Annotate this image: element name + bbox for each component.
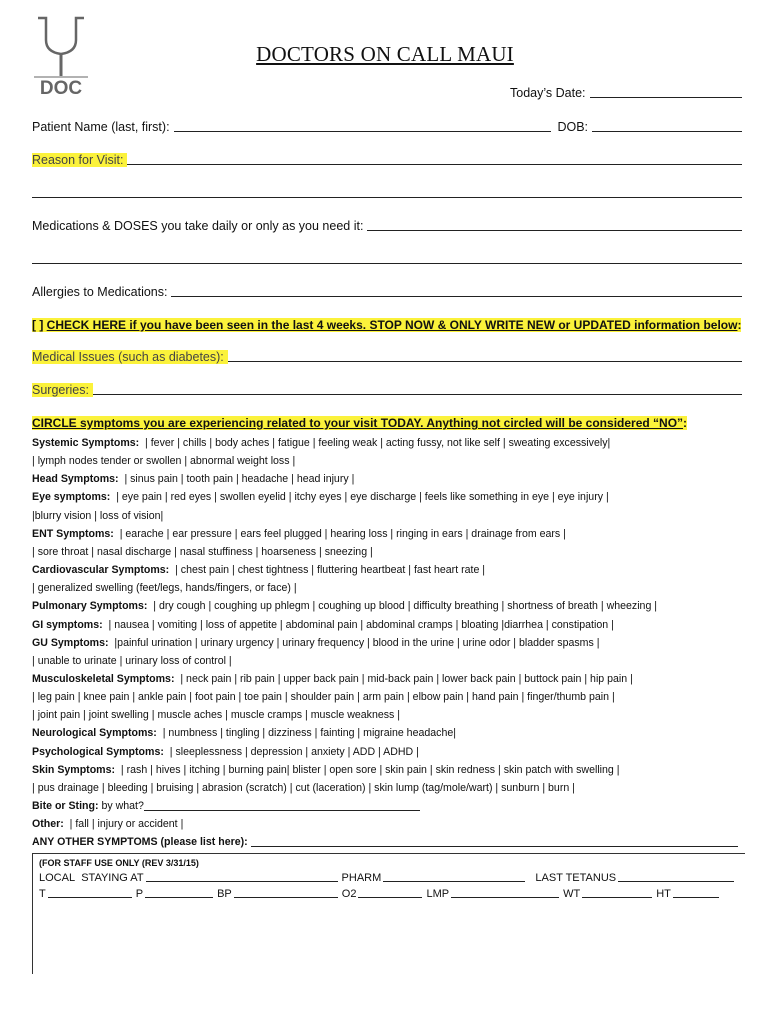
symptom-row	[32, 563, 485, 577]
symptom-options[interactable]: | numbness | tingling | dizziness | fainting | migraine headache|	[162, 727, 456, 740]
staff-header: (FOR STAFF USE ONLY (REV 3/31/15)	[39, 858, 199, 868]
todays-date-field[interactable]	[590, 86, 742, 98]
symptom-category-label: ENT Symptoms:	[32, 527, 114, 540]
symptom-category-label: Systemic Symptoms:	[32, 437, 140, 449]
any-other-label: ANY OTHER SYMPTOMS (please list here):	[32, 836, 248, 848]
lmp-field[interactable]	[451, 887, 559, 898]
reason-row	[32, 153, 742, 167]
symptom-category-label: Eye symptoms:	[32, 491, 111, 504]
staff-row-2	[39, 887, 723, 900]
ht-field[interactable]	[673, 887, 719, 898]
symptom-row	[32, 763, 620, 777]
dob-field[interactable]	[592, 120, 742, 132]
any-other-row	[32, 835, 738, 849]
medications-field[interactable]	[367, 219, 742, 231]
allergies-row	[32, 285, 742, 299]
medical-issues-label: Medical Issues (such as diabetes):	[32, 350, 228, 364]
symptom-row	[32, 581, 297, 595]
medications-field-2[interactable]	[32, 252, 742, 264]
bite-label: Bite or Sting:	[32, 800, 99, 812]
symptom-options[interactable]: | pus drainage | bleeding | bruising | abrasion (scratch) | cut (laceration) | skin lump (tag/mole/wart) | sunburn | burn |	[32, 781, 575, 794]
symptom-options[interactable]: | joint pain | joint swelling | muscle aches | muscle cramps | muscle weakness |	[32, 709, 401, 722]
symptom-options[interactable]: | chest pain | chest tightness | fluttering heartbeat | fast heart rate |	[175, 564, 486, 577]
local-label: LOCAL	[39, 872, 76, 884]
symptom-row	[32, 545, 373, 559]
medical-issues-field[interactable]	[228, 350, 742, 362]
other-text: | fall | injury or accident |	[69, 818, 184, 830]
symptom-row	[32, 454, 295, 468]
page-title: DOCTORS ON CALL MAUI	[256, 42, 514, 66]
symptom-row	[32, 509, 163, 523]
symptom-options[interactable]: | eye pain | red eyes | swollen eyelid | itchy eyes | eye discharge | feels like something in eye | eye injury |	[116, 491, 609, 504]
check-text: CHECK HERE if you have been seen in the last 4 weeks. STOP NOW & ONLY WRITE NEW or UPDATED information below	[46, 318, 738, 332]
symptom-row	[32, 472, 354, 486]
symptom-options[interactable]: | lymph nodes tender or swollen | abnormal weight loss |	[32, 455, 296, 468]
t-label: T	[39, 888, 46, 900]
o2-label: O2	[341, 888, 357, 900]
symptom-options[interactable]: | sleeplessness | depression | anxiety | ADD | ADHD |	[169, 745, 419, 758]
symptom-options[interactable]: | generalized swelling (feet/legs, hands/fingers, or face) |	[32, 582, 297, 595]
symptom-options[interactable]: | unable to urinate | urinary loss of control |	[32, 654, 232, 667]
patient-name-label: Patient Name (last, first):	[32, 120, 170, 134]
circle-colon: :	[683, 416, 688, 430]
last-tetanus-field[interactable]	[618, 871, 734, 882]
bite-row	[32, 799, 420, 813]
bp-field[interactable]	[234, 887, 338, 898]
staff-use-box	[32, 853, 745, 974]
last-tetanus-label: LAST TETANUS	[535, 872, 617, 884]
symptom-options[interactable]: | fever | chills | body aches | fatigue | feeling weak | acting fussy, not like self | sweating excessively|	[145, 437, 611, 449]
symptom-category-label: Skin Symptoms:	[32, 763, 116, 776]
surgeries-label: Surgeries:	[32, 383, 93, 397]
p-label: P	[135, 888, 144, 900]
surgeries-row	[32, 383, 742, 397]
any-other-field[interactable]	[251, 836, 738, 847]
symptom-category-label: Musculoskeletal Symptoms:	[32, 672, 175, 685]
symptom-row	[32, 654, 232, 668]
symptom-options[interactable]: | rash | hives | itching | burning pain| blister | open sore | skin pain | skin redness | skin patch with swelling |	[120, 763, 620, 776]
medical-issues-row	[32, 350, 742, 364]
seen-recently-check[interactable]	[32, 318, 741, 332]
medications-row	[32, 219, 742, 233]
symptom-row	[32, 636, 599, 650]
symptom-row	[32, 745, 419, 759]
staff-row-1	[39, 871, 738, 884]
patient-name-field[interactable]	[174, 120, 552, 132]
reason-field[interactable]	[127, 153, 742, 165]
bite-field[interactable]	[144, 800, 420, 811]
symptom-row	[32, 708, 400, 722]
symptom-category-label: Neurological Symptoms:	[32, 727, 157, 740]
symptom-options[interactable]: | nausea | vomiting | loss of appetite | abdominal pain | abdominal cramps | bloating |diarrhea | constipation |	[108, 618, 614, 631]
wt-label: WT	[563, 888, 581, 900]
patient-name-row	[32, 120, 742, 134]
symptom-options[interactable]: | sinus pain | tooth pain | headache | head injury |	[124, 473, 355, 486]
reason-row-2	[32, 186, 742, 200]
symptom-row	[32, 490, 609, 504]
todays-date-label: Today’s Date:	[510, 86, 586, 100]
symptom-row	[32, 599, 657, 613]
symptom-options[interactable]: | earache | ear pressure | ears feel plugged | hearing loss | ringing in ears | drainage from ears |	[119, 527, 566, 540]
symptom-row	[32, 672, 633, 686]
pharm-field[interactable]	[383, 871, 525, 882]
staying-at-field[interactable]	[146, 871, 338, 882]
surgeries-field[interactable]	[93, 383, 742, 395]
symptom-category-label: GU Symptoms:	[32, 636, 109, 649]
symptom-category-label: Psychological Symptoms:	[32, 745, 164, 758]
symptom-category-label: GI symptoms:	[32, 618, 103, 631]
symptom-row	[32, 726, 456, 740]
allergies-field[interactable]	[171, 285, 742, 297]
symptom-options[interactable]: |blurry vision | loss of vision|	[32, 509, 164, 522]
medications-row-2	[32, 252, 742, 266]
symptom-options[interactable]: | leg pain | knee pain | ankle pain | foot pain | toe pain | shoulder pain | arm pain | elbow pain | hand pain | finger/thumb pain |	[32, 691, 615, 704]
wt-field[interactable]	[582, 887, 652, 898]
pharm-label: PHARM	[341, 872, 382, 884]
dob-label: DOB:	[557, 120, 588, 134]
other-label: Other:	[32, 818, 64, 830]
checkbox[interactable]: [ ]	[32, 318, 44, 332]
circle-instruction	[32, 416, 687, 430]
other-row	[32, 817, 183, 831]
symptom-options[interactable]: | sore throat | nasal discharge | nasal stuffiness | hoarseness | sneezing |	[32, 545, 373, 558]
symptom-options[interactable]: | dry cough | coughing up phlegm | coughing up blood | difficulty breathing | shortness of breath | wheezing |	[153, 600, 658, 613]
allergies-label: Allergies to Medications:	[32, 285, 168, 299]
symptom-category-label: Pulmonary Symptoms:	[32, 600, 148, 613]
symptom-row	[32, 527, 566, 541]
ht-label: HT	[656, 888, 671, 900]
bp-label: BP	[217, 888, 232, 900]
todays-date-row	[510, 86, 742, 100]
check-colon: :	[737, 318, 742, 332]
lmp-label: LMP	[426, 888, 450, 900]
symptom-row	[32, 618, 614, 632]
symptom-options[interactable]: | neck pain | rib pain | upper back pain | mid-back pain | lower back pain | buttock pain | hip pain |	[180, 672, 633, 685]
logo-text: DOC	[39, 78, 83, 99]
symptom-row	[32, 690, 615, 704]
symptom-category-label: Cardiovascular Symptoms:	[32, 564, 170, 577]
reason-field-2[interactable]	[32, 186, 742, 198]
reason-label: Reason for Visit:	[32, 153, 127, 167]
medications-label: Medications & DOSES you take daily or only as you need it:	[32, 219, 364, 233]
symptom-row	[32, 781, 575, 795]
t-field[interactable]	[48, 887, 132, 898]
circle-instruction-text: CIRCLE symptoms you are experiencing related to your visit TODAY. Anything not circled will be considered “NO”	[32, 416, 684, 430]
symptom-options[interactable]: |painful urination | urinary urgency | urinary frequency | blood in the urine | urine odor | bladder spasms |	[114, 636, 600, 649]
o2-field[interactable]	[358, 887, 422, 898]
symptom-category-label: Head Symptoms:	[32, 473, 119, 486]
p-field[interactable]	[145, 887, 213, 898]
staying-at-label: STAYING AT	[81, 872, 144, 884]
bite-text: by what?	[101, 800, 144, 812]
symptom-row	[32, 436, 610, 450]
